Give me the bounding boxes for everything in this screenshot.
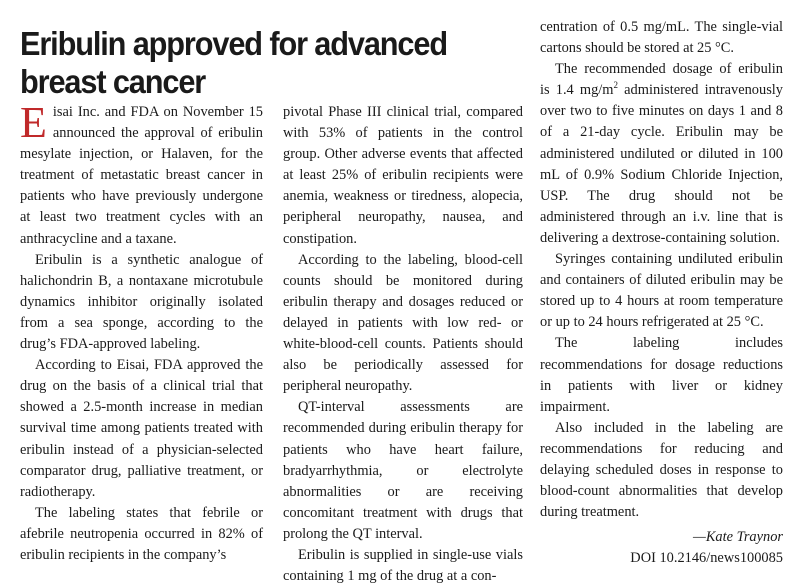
drop-cap: E xyxy=(20,98,47,147)
paragraph-11: Also included in the labeling are recommendations for reducing and delaying scheduled doses in response to blood-count abnormalities that develop during treatment. xyxy=(540,419,783,521)
paragraph-10: The labeling includes recommendations for dosage reductions in patients with liver or kidney impairment. xyxy=(540,335,783,415)
paragraph-8 xyxy=(540,59,783,249)
paragraph-1 xyxy=(20,98,263,250)
doi: DOI 10.2146/news100085 xyxy=(630,550,783,567)
paragraph-6: QT-interval assessments are recommended during eribulin therapy for patients who have heart failure, bradyarrhythmia, or electrolyte abnormalities or are receiving concomitant treatment with drugs that prolong the QT interval. xyxy=(283,399,523,542)
paragraph-8-text-b: administered intravenously over two to five minutes on days 1 and 8 of a 21-day cycle. Eribulin may be administered undiluted or diluted in 100 mL of 0.9% Sodium Chloride Injection, USP. The drug should not be administered through an i.v. line that is delivering a dextrose-containing solution. xyxy=(540,82,783,246)
paragraph-7-continued: centration of 0.5 mg/mL. The single-vial cartons should be stored at 25 °C. xyxy=(540,19,783,57)
paragraph-4-continued: pivotal Phase III clinical trial, compared with 53% of patients in the control group. Other adverse events that affected at least 25% of eribulin recipients were anemia, weakness or tiredness, alopecia, peripheral neuropathy, nausea, and constipation. xyxy=(283,104,523,247)
paragraph-7: Eribulin is supplied in single-use vials containing 1 mg of the drug at a con- xyxy=(283,546,523,585)
paragraph-3: According to Eisai, FDA approved the drug on the basis of a clinical trial that showed a 2.5-month increase in median survival time among patients treated with eribulin instead of a physician-selected comparator drug, palliative treatment, or radiotherapy. xyxy=(20,357,263,500)
paragraph-9: Syringes containing undiluted eribulin and containers of diluted eribulin may be stored up to 4 hours at room temperature or up to 24 hours refrigerated at 25 °C. xyxy=(540,251,783,331)
byline: —Kate Traynor xyxy=(693,529,783,546)
paragraph-4: The labeling states that febrile or afebrile neutropenia occurred in 82% of eribulin recipients in the company’s xyxy=(20,504,263,563)
paragraph-5: According to the labeling, blood-cell counts should be monitored during eribulin therapy and dosages reduced or delayed in patients with low red- or white-blood-cell counts. Patients should also be periodically assessed for peripheral neuropathy. xyxy=(283,251,523,395)
paragraph-1-text: isai Inc. and FDA on November 15 announced the approval of eribulin mesylate injection, or Halaven, for the treatment of metastatic breast cancer in patients who have previously undergone at least two treatment cycles with an anthracycline and a taxane. xyxy=(20,104,263,247)
article-column-2 xyxy=(283,102,523,587)
superscript: 2 xyxy=(613,80,618,91)
article-column-1 xyxy=(20,98,263,566)
article-title: Eribulin approved for advanced breast cancer xyxy=(20,25,447,100)
article-column-3 xyxy=(540,17,783,569)
paragraph-8-text-a: The recommended dosage of eribulin is 1.4 mg/m xyxy=(540,61,783,99)
paragraph-2: Eribulin is a synthetic analogue of halichondrin B, a nontaxane microtubule dynamics inhibitor originally isolated from a sea sponge, according to the drug’s FDA-approved labeling. xyxy=(20,251,263,353)
